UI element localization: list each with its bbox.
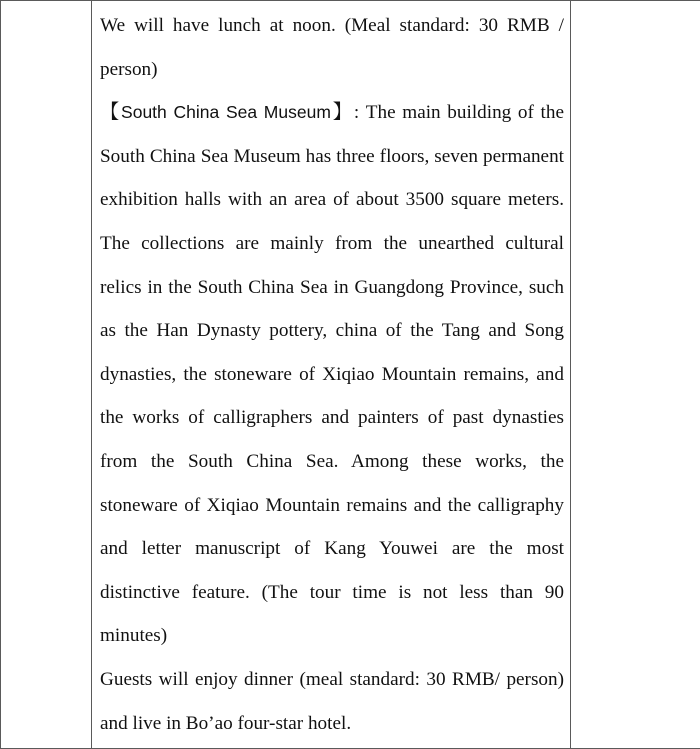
description-content — [92, 1, 570, 745]
left-cell — [1, 1, 92, 749]
bracket-open: 【 — [100, 102, 121, 123]
description-cell — [92, 1, 571, 749]
museum-title: South China Sea Museum — [121, 102, 331, 122]
museum-description: : The main building of the South China Sea Museum has three floors, seven permanent exhibition halls with an area of about 3500 square meters. The collections are mainly from the unearthed cultural relics in the South China Sea in Guangdong Province, such as the Han Dynasty pottery, china of the Tang and Song dynasties, the stoneware of Xiqiao Mountain remains, and the works of calligraphers and painters of past dynasties from the South China Sea. Among these works, the stoneware of Xiqiao Mountain remains and the calligraphy and letter manuscript of Kang Youwei are the most distinctive feature. (The tour time is not less than 90 minutes) — [100, 102, 564, 646]
right-cell — [571, 1, 700, 749]
table-row — [1, 1, 700, 749]
museum-paragraph — [100, 91, 564, 658]
bracket-close: 】 — [331, 102, 354, 123]
lunch-paragraph: We will have lunch at noon. (Meal standard: 30 RMB / person) — [100, 4, 564, 91]
dinner-paragraph: Guests will enjoy dinner (meal standard: 30 RMB/ person) and live in Bo’ao four-star hotel. — [100, 658, 564, 745]
